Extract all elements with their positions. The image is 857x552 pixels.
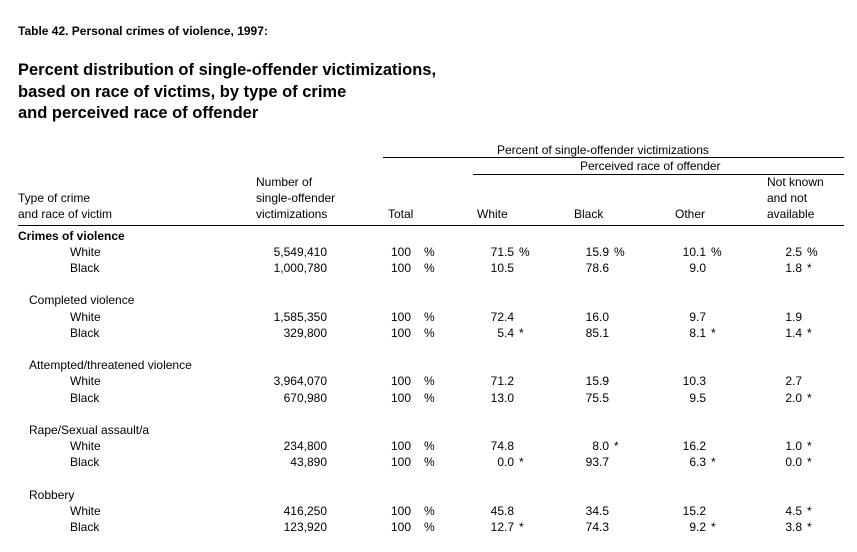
white-value: 45.8 bbox=[490, 504, 514, 518]
total-mark: % bbox=[424, 439, 435, 453]
victimization-count: 1,585,350 bbox=[273, 310, 327, 324]
total-mark: % bbox=[424, 326, 435, 340]
header-line: Number of bbox=[256, 175, 313, 189]
victim-race: Black bbox=[70, 261, 100, 275]
other-value: 9.2 bbox=[689, 520, 706, 534]
not-known-mark: * bbox=[807, 261, 812, 275]
title-line: Percent distribution of single-offender victimizations, bbox=[18, 61, 437, 79]
group-header-percent: Percent of single-offender victimizations bbox=[497, 143, 709, 157]
other-mark: * bbox=[711, 326, 716, 340]
total-mark: % bbox=[424, 391, 435, 405]
black-value: 15.9 bbox=[585, 374, 609, 388]
section-title: Completed violence bbox=[29, 293, 135, 307]
victim-race: White bbox=[70, 439, 101, 453]
white-value: 71.5 bbox=[490, 245, 514, 259]
not-known-value: 4.5 bbox=[785, 504, 802, 518]
white-mark: % bbox=[519, 245, 530, 259]
not-known-value: 1.4 bbox=[785, 326, 802, 340]
white-value: 71.2 bbox=[490, 374, 514, 388]
victimization-count: 3,964,070 bbox=[273, 374, 327, 388]
total-value: 100 bbox=[390, 374, 411, 388]
total-mark: % bbox=[424, 504, 435, 518]
black-value: 78.6 bbox=[585, 261, 609, 275]
victimization-count: 5,549,410 bbox=[273, 245, 327, 259]
other-value: 10.1 bbox=[682, 245, 706, 259]
not-known-value: 1.8 bbox=[785, 261, 802, 275]
white-value: 0.0 bbox=[497, 455, 514, 469]
black-value: 85.1 bbox=[585, 326, 609, 340]
table-title bbox=[18, 60, 436, 125]
other-value: 10.3 bbox=[682, 374, 706, 388]
total-value: 100 bbox=[390, 439, 411, 453]
victimization-count: 234,800 bbox=[283, 439, 327, 453]
section-title: Crimes of violence bbox=[18, 229, 125, 243]
not-known-mark: * bbox=[807, 520, 812, 534]
other-value: 9.5 bbox=[689, 391, 706, 405]
header-number bbox=[256, 174, 335, 222]
header-line: and race of victim bbox=[18, 207, 113, 221]
victim-race: Black bbox=[70, 455, 100, 469]
section-title: Attempted/threatened violence bbox=[29, 358, 192, 372]
victimization-count: 329,800 bbox=[283, 326, 327, 340]
total-value: 100 bbox=[390, 504, 411, 518]
total-mark: % bbox=[424, 261, 435, 275]
victim-race: Black bbox=[70, 520, 100, 534]
header-not-known bbox=[767, 174, 824, 222]
section-title: Robbery bbox=[29, 488, 75, 502]
header-other: Other bbox=[675, 207, 706, 221]
victimization-count: 123,920 bbox=[283, 520, 327, 534]
not-known-mark: * bbox=[807, 391, 812, 405]
black-value: 34.5 bbox=[585, 504, 609, 518]
white-value: 12.7 bbox=[490, 520, 514, 534]
victimization-count: 416,250 bbox=[283, 504, 327, 518]
total-value: 100 bbox=[390, 261, 411, 275]
black-mark: * bbox=[614, 439, 619, 453]
not-known-mark: % bbox=[807, 245, 818, 259]
not-known-value: 2.0 bbox=[785, 391, 802, 405]
victim-race: White bbox=[70, 504, 101, 518]
total-value: 100 bbox=[390, 326, 411, 340]
victim-race: White bbox=[70, 245, 101, 259]
not-known-value: 2.7 bbox=[785, 374, 802, 388]
title-line: based on race of victims, by type of crime bbox=[18, 82, 347, 101]
header-type-of-crime bbox=[18, 190, 112, 222]
other-mark: * bbox=[711, 520, 716, 534]
table-row bbox=[0, 245, 857, 261]
total-mark: % bbox=[424, 245, 435, 259]
black-value: 74.3 bbox=[585, 520, 609, 534]
section-title: Rape/Sexual assault/a bbox=[29, 423, 150, 437]
header-line: Type of crime bbox=[18, 191, 91, 205]
title-line: and perceived race of offender bbox=[18, 104, 259, 122]
victim-race: White bbox=[70, 374, 101, 388]
other-value: 6.3 bbox=[689, 455, 706, 469]
header-line: single-offender bbox=[256, 191, 336, 205]
total-value: 100 bbox=[390, 391, 411, 405]
header-white: White bbox=[477, 207, 508, 221]
table-row bbox=[0, 520, 857, 536]
other-mark: * bbox=[711, 455, 716, 469]
black-mark: % bbox=[614, 245, 625, 259]
victim-race: Black bbox=[70, 326, 100, 340]
other-value: 9.7 bbox=[689, 310, 706, 324]
group-header-race: Perceived race of offender bbox=[580, 159, 721, 173]
not-known-mark: * bbox=[807, 455, 812, 469]
other-value: 15.2 bbox=[682, 504, 706, 518]
table-row bbox=[0, 504, 857, 520]
not-known-mark: * bbox=[807, 504, 812, 518]
table-row bbox=[0, 310, 857, 326]
total-mark: % bbox=[424, 310, 435, 324]
black-value: 16.0 bbox=[585, 310, 609, 324]
total-value: 100 bbox=[390, 520, 411, 534]
table-row bbox=[0, 374, 857, 390]
victim-race: Black bbox=[70, 391, 100, 405]
total-mark: % bbox=[424, 455, 435, 469]
header-black: Black bbox=[574, 207, 604, 221]
black-value: 75.5 bbox=[585, 391, 609, 405]
table-row bbox=[0, 326, 857, 342]
table-row bbox=[0, 439, 857, 455]
black-value: 8.0 bbox=[592, 439, 609, 453]
not-known-value: 2.5 bbox=[785, 245, 802, 259]
victim-race: White bbox=[70, 310, 101, 324]
not-known-value: 0.0 bbox=[785, 455, 802, 469]
victimization-count: 43,890 bbox=[290, 455, 327, 469]
total-mark: % bbox=[424, 520, 435, 534]
white-value: 72.4 bbox=[490, 310, 514, 324]
white-value: 74.8 bbox=[490, 439, 514, 453]
white-mark: * bbox=[519, 520, 524, 534]
table-row bbox=[0, 455, 857, 471]
not-known-mark: * bbox=[807, 439, 812, 453]
header-line: and not bbox=[767, 191, 808, 205]
header-line: victimizations bbox=[256, 207, 328, 221]
white-mark: * bbox=[519, 455, 524, 469]
not-known-mark: * bbox=[807, 326, 812, 340]
victimization-count: 670,980 bbox=[283, 391, 327, 405]
total-value: 100 bbox=[390, 245, 411, 259]
table-row bbox=[0, 391, 857, 407]
total-value: 100 bbox=[390, 310, 411, 324]
white-mark: * bbox=[519, 326, 524, 340]
white-value: 13.0 bbox=[490, 391, 514, 405]
black-value: 15.9 bbox=[585, 245, 609, 259]
table-number-label: Table 42. Personal crimes of violence, 1997: bbox=[18, 24, 268, 38]
table-row bbox=[0, 261, 857, 277]
header-bottom-rule bbox=[18, 225, 844, 226]
other-value: 16.2 bbox=[682, 439, 706, 453]
header-total: Total bbox=[388, 207, 414, 221]
not-known-value: 1.9 bbox=[785, 310, 802, 324]
total-value: 100 bbox=[390, 455, 411, 469]
victimization-count: 1,000,780 bbox=[273, 261, 327, 275]
not-known-value: 1.0 bbox=[785, 439, 802, 453]
header-line: available bbox=[767, 207, 815, 221]
black-value: 93.7 bbox=[585, 455, 609, 469]
total-mark: % bbox=[424, 374, 435, 388]
header-line: Not known bbox=[767, 175, 824, 189]
white-value: 10.5 bbox=[490, 261, 514, 275]
other-value: 9.0 bbox=[689, 261, 706, 275]
other-mark: % bbox=[711, 245, 722, 259]
not-known-value: 3.8 bbox=[785, 520, 802, 534]
white-value: 5.4 bbox=[497, 326, 514, 340]
other-value: 8.1 bbox=[689, 326, 706, 340]
